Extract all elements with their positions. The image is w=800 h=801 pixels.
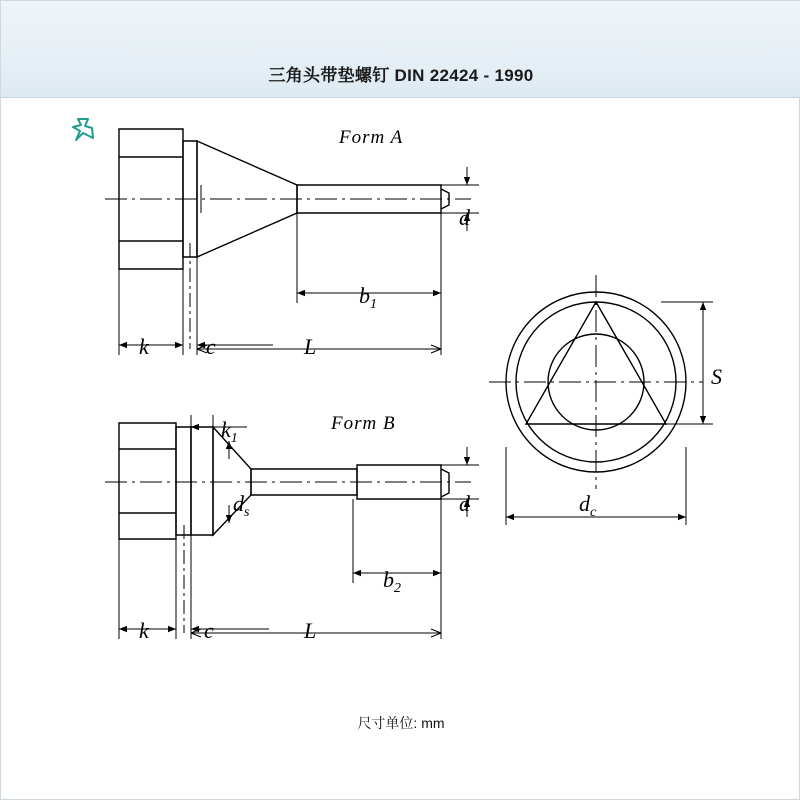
dim-ds: $d_s$ <box>233 491 250 520</box>
dim-k-form-b: k <box>139 618 149 643</box>
dim-c-form-a: c <box>206 334 216 359</box>
dim-d-form-a: d <box>459 205 470 230</box>
dim-k1: $k_1$ <box>221 417 238 446</box>
drawing-canvas <box>1 97 800 801</box>
page-title: 三角头带垫螺钉 DIN 22424 - 1990 <box>268 66 534 85</box>
dim-s: S <box>711 364 722 389</box>
dim-b1: $b_1$ <box>359 283 377 312</box>
technical-drawing <box>1 97 800 801</box>
dim-l-form-a: L <box>304 334 317 359</box>
form-a-label: Form A <box>339 127 404 148</box>
unit-note: 尺寸单位: mm <box>357 715 445 731</box>
form-b-label: Form B <box>331 413 396 434</box>
dim-dc: $d_c$ <box>579 491 597 520</box>
dim-b2: $b_2$ <box>383 567 401 596</box>
dim-c-form-b: c <box>204 618 214 643</box>
dim-l-form-b: L <box>304 618 317 643</box>
dim-d-form-b: d <box>459 491 470 516</box>
dim-k-form-a: k <box>139 334 149 359</box>
